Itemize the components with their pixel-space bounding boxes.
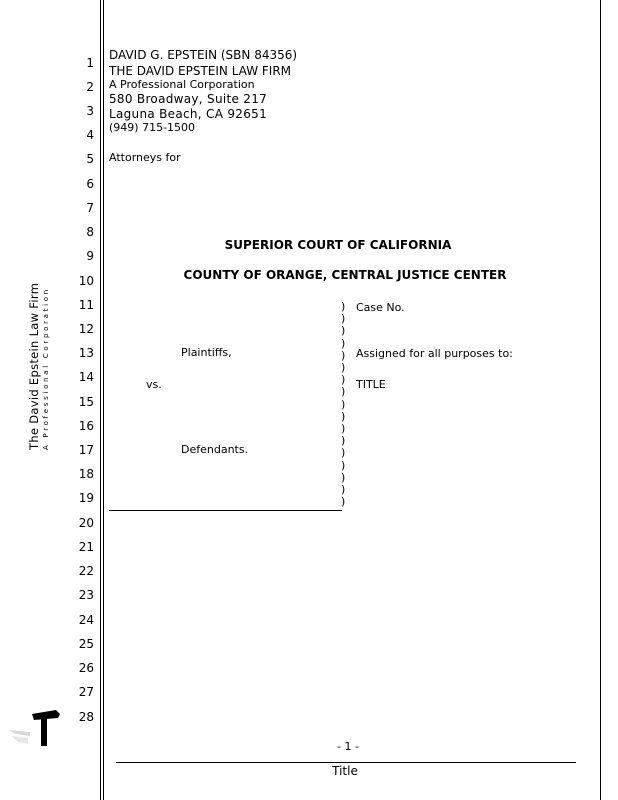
line-number: 11: [78, 298, 94, 312]
footer-title: Title: [332, 764, 358, 778]
caption-paren: ): [341, 361, 346, 374]
right-margin-rule: [600, 0, 601, 800]
assigned-label: Assigned for all purposes to:: [356, 347, 513, 360]
plaintiffs-label: Plaintiffs,: [181, 346, 232, 359]
line-number: 26: [78, 661, 94, 675]
line-number: 5: [86, 152, 94, 166]
line-number: 10: [78, 274, 94, 288]
caption-paren: ): [341, 422, 346, 435]
line-number: 25: [78, 637, 94, 651]
line-number: 12: [78, 322, 94, 336]
sidebar-firm-name: The David Epstein Law Firm: [27, 282, 41, 450]
sidebar-firm-subtitle: A Professional Corporation: [42, 287, 50, 450]
caption-paren: ): [341, 397, 346, 411]
line-number: 22: [78, 564, 94, 578]
line-number: 18: [78, 467, 94, 481]
line-number: 9: [86, 249, 94, 263]
attorneys-for-label: Attorneys for: [109, 151, 181, 164]
caption-paren: ): [341, 385, 346, 399]
document-title: TITLE: [356, 378, 386, 391]
firm-city: Laguna Beach, CA 92651: [109, 107, 268, 121]
caption-paren: ): [341, 348, 346, 362]
caption-paren: ): [341, 336, 346, 350]
firm-phone: (949) 715-1500: [109, 121, 196, 134]
line-number: 21: [78, 540, 94, 554]
caption-paren: ): [341, 446, 346, 460]
footer-rule: [116, 762, 576, 763]
vs-label: vs.: [146, 378, 162, 391]
line-number: 24: [78, 613, 94, 627]
line-number: 27: [78, 685, 94, 699]
line-number: 28: [78, 710, 94, 724]
line-number: 8: [86, 225, 94, 239]
left-margin-rule-inner: [103, 0, 104, 800]
line-number: 13: [78, 346, 94, 360]
line-number: 16: [78, 419, 94, 433]
line-number: 3: [86, 104, 94, 118]
firm-street: 580 Broadway, Suite 217: [109, 92, 268, 106]
line-number: 2: [86, 80, 94, 94]
court-title: SUPERIOR COURT OF CALIFORNIA: [224, 238, 452, 252]
defendants-label: Defendants.: [181, 443, 249, 456]
caption-paren: ): [341, 300, 346, 313]
case-number-label: Case No.: [356, 301, 405, 314]
caption-paren: ): [341, 324, 346, 338]
line-number: 19: [78, 491, 94, 505]
firm-name: THE DAVID EPSTEIN LAW FIRM: [109, 64, 292, 78]
caption-paren: ): [341, 458, 346, 472]
caption-paren: ): [341, 373, 346, 387]
line-number: 7: [86, 201, 94, 215]
caption-paren: ): [341, 483, 346, 496]
line-number: 15: [78, 395, 94, 409]
caption-paren: ): [341, 409, 346, 423]
caption-paren: ): [341, 495, 346, 509]
caption-underline: [109, 510, 342, 511]
line-number: 20: [78, 516, 94, 530]
sidebar-firm-block: [27, 283, 50, 450]
line-number: 17: [78, 443, 94, 457]
line-number: 14: [78, 370, 94, 384]
line-number: 6: [86, 177, 94, 191]
caption-paren: ): [341, 434, 346, 448]
line-number: 1: [86, 56, 94, 70]
caption-paren: ): [341, 470, 346, 484]
hammer-logo-icon: [4, 702, 66, 748]
attorney-name: DAVID G. EPSTEIN (SBN 84356): [109, 48, 298, 62]
court-county: COUNTY OF ORANGE, CENTRAL JUSTICE CENTER: [183, 268, 507, 282]
line-number: 23: [78, 588, 94, 602]
caption-paren: ): [341, 312, 346, 326]
page-number: - 1 -: [337, 740, 359, 753]
left-margin-rule-outer: [100, 0, 101, 800]
firm-corporation: A Professional Corporation: [109, 78, 255, 91]
line-number: 4: [86, 128, 94, 142]
